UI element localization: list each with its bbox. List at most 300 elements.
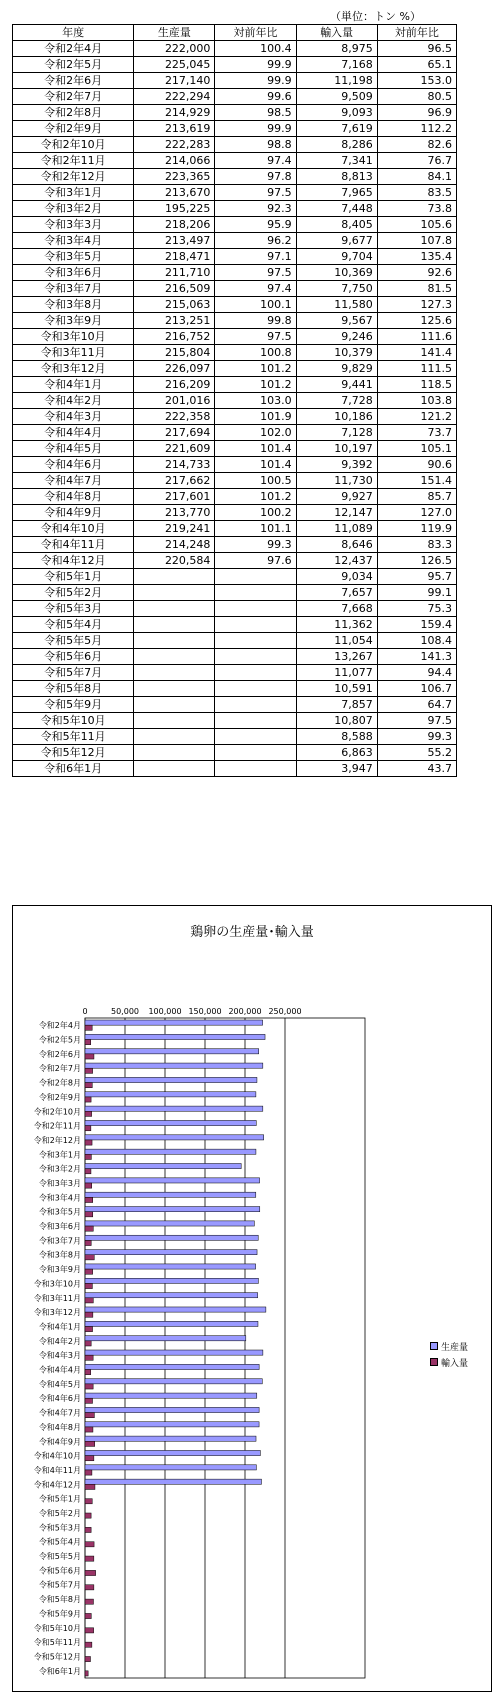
cell-production: [134, 697, 215, 713]
table-row: [13, 57, 457, 73]
bar-import: [85, 1384, 93, 1389]
table-row: [13, 553, 457, 569]
bar-import: [85, 1140, 92, 1145]
cell-period: 令和4年1月: [13, 377, 134, 393]
y-tick-label: 令和5年6月: [38, 1566, 81, 1576]
cell-period: 令和2年11月: [13, 153, 134, 169]
bar-import: [85, 1642, 92, 1647]
cell-import: 9,829: [296, 361, 377, 377]
cell-production: 214,733: [134, 457, 215, 473]
table-row: [13, 105, 457, 121]
header-production-yoy: 対前年比: [215, 25, 296, 41]
cell-import-yoy: 112.2: [377, 121, 456, 137]
cell-production-yoy: 97.4: [215, 153, 296, 169]
cell-production: 226,097: [134, 361, 215, 377]
cell-import: 9,704: [296, 249, 377, 265]
cell-period: 令和2年5月: [13, 57, 134, 73]
cell-import-yoy: 108.4: [377, 633, 456, 649]
cell-production-yoy: 100.2: [215, 505, 296, 521]
table-row: [13, 537, 457, 553]
cell-production-yoy: 98.8: [215, 137, 296, 153]
bar-import: [85, 1556, 94, 1561]
cell-period: 令和5年6月: [13, 649, 134, 665]
cell-production-yoy: [215, 745, 296, 761]
cell-production: 218,471: [134, 249, 215, 265]
cell-production: 222,283: [134, 137, 215, 153]
chart-legend: [430, 1338, 468, 1370]
cell-period: 令和3年11月: [13, 345, 134, 361]
bar-production: [85, 1192, 256, 1197]
cell-import-yoy: 43.7: [377, 761, 456, 777]
bar-production: [85, 1264, 256, 1269]
bar-chart: [13, 906, 491, 1691]
bar-production: [85, 1221, 254, 1226]
cell-production-yoy: [215, 649, 296, 665]
cell-import: 8,588: [296, 729, 377, 745]
y-tick-label: 令和2年4月: [38, 1021, 81, 1031]
bar-import: [85, 1370, 91, 1375]
cell-production: 213,670: [134, 185, 215, 201]
y-tick-label: 令和4年9月: [38, 1437, 81, 1447]
bar-import: [85, 1484, 95, 1489]
cell-import-yoy: 103.8: [377, 393, 456, 409]
y-tick-label: 令和3年11月: [33, 1293, 81, 1303]
cell-import-yoy: 55.2: [377, 745, 456, 761]
cell-production: 216,752: [134, 329, 215, 345]
y-tick-label: 令和5年12月: [33, 1652, 81, 1662]
table-row: [13, 569, 457, 585]
cell-production-yoy: 97.1: [215, 249, 296, 265]
y-tick-label: 令和2年5月: [38, 1035, 81, 1045]
table-row: [13, 505, 457, 521]
table-row: [13, 425, 457, 441]
cell-period: 令和3年7月: [13, 281, 134, 297]
y-tick-label: 令和4年8月: [38, 1422, 81, 1432]
cell-import-yoy: 76.7: [377, 153, 456, 169]
cell-production: 222,000: [134, 41, 215, 57]
cell-period: 令和4年9月: [13, 505, 134, 521]
cell-production-yoy: [215, 729, 296, 745]
y-tick-label: 令和3年2月: [38, 1164, 81, 1174]
bar-import: [85, 1111, 92, 1116]
cell-import: 9,093: [296, 105, 377, 121]
x-tick-label: 200,000: [228, 1007, 262, 1016]
cell-period: 令和5年2月: [13, 585, 134, 601]
cell-import-yoy: 97.5: [377, 713, 456, 729]
cell-import-yoy: 105.1: [377, 441, 456, 457]
cell-import-yoy: 107.8: [377, 233, 456, 249]
bar-production: [85, 1407, 259, 1412]
cell-period: 令和3年9月: [13, 313, 134, 329]
table-row: [13, 217, 457, 233]
bar-production: [85, 1450, 260, 1455]
cell-import: 11,198: [296, 73, 377, 89]
cell-import-yoy: 95.7: [377, 569, 456, 585]
cell-production: [134, 569, 215, 585]
table-row: [13, 681, 457, 697]
y-tick-label: 令和2年7月: [38, 1064, 81, 1074]
cell-production: 217,601: [134, 489, 215, 505]
cell-production-yoy: 95.9: [215, 217, 296, 233]
plot-area: [85, 1018, 365, 1678]
bar-import: [85, 1456, 94, 1461]
cell-period: 令和2年8月: [13, 105, 134, 121]
cell-import: 7,341: [296, 153, 377, 169]
y-tick-label: 令和5年10月: [33, 1623, 81, 1633]
chart-panel: [12, 905, 492, 1692]
table-row: [13, 121, 457, 137]
table-row: [13, 345, 457, 361]
bar-import: [85, 1441, 95, 1446]
cell-import-yoy: 126.5: [377, 553, 456, 569]
cell-production: 211,710: [134, 265, 215, 281]
header-production: 生産量: [134, 25, 215, 41]
cell-production-yoy: 98.5: [215, 105, 296, 121]
cell-period: 令和5年5月: [13, 633, 134, 649]
cell-import-yoy: 119.9: [377, 521, 456, 537]
legend-label-import: 輸入量: [441, 1358, 469, 1369]
table-row: [13, 137, 457, 153]
bar-import: [85, 1326, 93, 1331]
cell-production: 215,804: [134, 345, 215, 361]
table-row: [13, 281, 457, 297]
cell-import-yoy: 96.9: [377, 105, 456, 121]
cell-import: 13,267: [296, 649, 377, 665]
bar-production: [85, 1393, 257, 1398]
table-row: [13, 169, 457, 185]
cell-import-yoy: 125.6: [377, 313, 456, 329]
cell-period: 令和4年7月: [13, 473, 134, 489]
cell-production-yoy: [215, 665, 296, 681]
bar-production: [85, 1293, 258, 1298]
cell-import-yoy: 73.8: [377, 201, 456, 217]
y-tick-label: 令和3年4月: [38, 1193, 81, 1203]
bar-production: [85, 1049, 259, 1054]
cell-import: 7,657: [296, 585, 377, 601]
chart-title: 鶏卵の生産量･輸入量: [190, 925, 314, 940]
cell-production: 213,497: [134, 233, 215, 249]
cell-import-yoy: 121.2: [377, 409, 456, 425]
cell-import: 12,437: [296, 553, 377, 569]
cell-import: 11,580: [296, 297, 377, 313]
cell-production: [134, 761, 215, 777]
cell-production: 217,662: [134, 473, 215, 489]
y-tick-label: 令和4年6月: [38, 1394, 81, 1404]
cell-production: [134, 665, 215, 681]
cell-period: 令和3年10月: [13, 329, 134, 345]
table-row: [13, 185, 457, 201]
cell-import: 10,591: [296, 681, 377, 697]
table-row: [13, 377, 457, 393]
cell-import-yoy: 141.4: [377, 345, 456, 361]
y-tick-label: 令和5年3月: [38, 1523, 81, 1533]
cell-period: 令和3年12月: [13, 361, 134, 377]
bar-production: [85, 1379, 262, 1384]
cell-production: [134, 713, 215, 729]
y-tick-label: 令和3年5月: [38, 1207, 81, 1217]
y-tick-label: 令和4年10月: [33, 1451, 81, 1461]
table-row: [13, 313, 457, 329]
cell-production-yoy: 97.4: [215, 281, 296, 297]
cell-import: 3,947: [296, 761, 377, 777]
cell-import: 9,246: [296, 329, 377, 345]
cell-period: 令和2年9月: [13, 121, 134, 137]
cell-production-yoy: 99.9: [215, 121, 296, 137]
y-tick-label: 令和4年11月: [33, 1465, 81, 1475]
table-row: [13, 393, 457, 409]
cell-import-yoy: 159.4: [377, 617, 456, 633]
cell-period: 令和5年12月: [13, 745, 134, 761]
table-row: [13, 457, 457, 473]
cell-import: 9,392: [296, 457, 377, 473]
bar-production: [85, 1135, 264, 1140]
cell-period: 令和2年12月: [13, 169, 134, 185]
cell-import: 7,750: [296, 281, 377, 297]
cell-production-yoy: 99.9: [215, 73, 296, 89]
table-row: [13, 89, 457, 105]
cell-production-yoy: 99.9: [215, 57, 296, 73]
y-tick-label: 令和3年7月: [38, 1236, 81, 1246]
bar-production: [85, 1436, 256, 1441]
table-row: [13, 697, 457, 713]
y-tick-label: 令和6年1月: [38, 1666, 81, 1676]
y-tick-label: 令和2年11月: [33, 1121, 81, 1131]
y-tick-label: 令和4年1月: [38, 1322, 81, 1332]
bar-import: [85, 1656, 90, 1661]
cell-production: [134, 681, 215, 697]
cell-import: 9,034: [296, 569, 377, 585]
cell-import-yoy: 65.1: [377, 57, 456, 73]
cell-import: 8,975: [296, 41, 377, 57]
y-tick-label: 令和5年8月: [38, 1595, 81, 1605]
y-tick-label: 令和4年7月: [38, 1408, 81, 1418]
bar-import: [85, 1283, 92, 1288]
bar-import: [85, 1542, 94, 1547]
y-tick-label: 令和5年5月: [38, 1552, 81, 1562]
cell-production-yoy: 101.2: [215, 361, 296, 377]
cell-import-yoy: 135.4: [377, 249, 456, 265]
cell-production-yoy: [215, 761, 296, 777]
cell-import-yoy: 75.3: [377, 601, 456, 617]
bar-import: [85, 1427, 93, 1432]
bar-production: [85, 1034, 265, 1039]
cell-import-yoy: 99.3: [377, 729, 456, 745]
bar-import: [85, 1025, 92, 1030]
table-row: [13, 585, 457, 601]
table-row: [13, 745, 457, 761]
x-tick-label: 0: [82, 1007, 88, 1016]
cell-import: 8,405: [296, 217, 377, 233]
x-tick-label: 50,000: [111, 1007, 139, 1016]
cell-production: [134, 617, 215, 633]
data-table: [12, 24, 457, 777]
cell-period: 令和2年6月: [13, 73, 134, 89]
table-row: [13, 73, 457, 89]
cell-import: 9,509: [296, 89, 377, 105]
cell-production: 221,609: [134, 441, 215, 457]
cell-import-yoy: 127.0: [377, 505, 456, 521]
cell-production-yoy: [215, 697, 296, 713]
bar-production: [85, 1020, 263, 1025]
table-row: [13, 249, 457, 265]
cell-import: 7,448: [296, 201, 377, 217]
cell-import-yoy: 85.7: [377, 489, 456, 505]
bar-production: [85, 1336, 246, 1341]
cell-period: 令和3年4月: [13, 233, 134, 249]
cell-production: 220,584: [134, 553, 215, 569]
cell-import: 7,965: [296, 185, 377, 201]
cell-production: 214,066: [134, 153, 215, 169]
cell-production: [134, 649, 215, 665]
cell-period: 令和3年6月: [13, 265, 134, 281]
bar-production: [85, 1479, 261, 1484]
cell-production: 214,248: [134, 537, 215, 553]
bar-import: [85, 1255, 94, 1260]
table-row: [13, 761, 457, 777]
cell-import-yoy: 80.5: [377, 89, 456, 105]
bar-import: [85, 1097, 91, 1102]
bar-production: [85, 1235, 258, 1240]
y-tick-label: 令和3年3月: [38, 1179, 81, 1188]
bar-import: [85, 1226, 93, 1231]
legend-item-import: [430, 1354, 468, 1370]
cell-period: 令和3年5月: [13, 249, 134, 265]
bar-production: [85, 1422, 259, 1427]
cell-import-yoy: 105.6: [377, 217, 456, 233]
table-row: [13, 409, 457, 425]
bar-import: [85, 1054, 94, 1059]
cell-import: 9,567: [296, 313, 377, 329]
cell-import-yoy: 111.5: [377, 361, 456, 377]
cell-production-yoy: [215, 681, 296, 697]
cell-production: [134, 633, 215, 649]
cell-import: 10,197: [296, 441, 377, 457]
bar-import: [85, 1355, 93, 1360]
bar-import: [85, 1413, 94, 1418]
cell-production: 216,509: [134, 281, 215, 297]
bar-import: [85, 1513, 91, 1518]
y-tick-label: 令和4年5月: [38, 1379, 81, 1389]
y-tick-label: 令和5年11月: [33, 1638, 81, 1648]
cell-production-yoy: 99.8: [215, 313, 296, 329]
x-tick-label: 250,000: [268, 1007, 302, 1016]
y-tick-label: 令和4年3月: [38, 1351, 81, 1361]
cell-import-yoy: 81.5: [377, 281, 456, 297]
cell-production: 219,241: [134, 521, 215, 537]
table-row: [13, 265, 457, 281]
cell-production: [134, 601, 215, 617]
cell-production: 216,209: [134, 377, 215, 393]
cell-production-yoy: 103.0: [215, 393, 296, 409]
cell-production-yoy: [215, 617, 296, 633]
cell-production: 223,365: [134, 169, 215, 185]
cell-production-yoy: 101.9: [215, 409, 296, 425]
cell-production: 195,225: [134, 201, 215, 217]
bar-production: [85, 1063, 263, 1068]
cell-production: 213,251: [134, 313, 215, 329]
bar-import: [85, 1628, 94, 1633]
cell-import-yoy: 127.3: [377, 297, 456, 313]
cell-import-yoy: 90.6: [377, 457, 456, 473]
cell-period: 令和4年10月: [13, 521, 134, 537]
cell-production: 217,694: [134, 425, 215, 441]
cell-production-yoy: 100.1: [215, 297, 296, 313]
cell-period: 令和4年11月: [13, 537, 134, 553]
cell-import: 8,813: [296, 169, 377, 185]
table-row: [13, 153, 457, 169]
y-tick-label: 令和4年12月: [33, 1480, 81, 1490]
bar-import: [85, 1197, 93, 1202]
cell-import: 11,077: [296, 665, 377, 681]
cell-import: 7,128: [296, 425, 377, 441]
cell-period: 令和4年8月: [13, 489, 134, 505]
legend-label-production: 生産量: [441, 1342, 469, 1353]
cell-period: 令和4年12月: [13, 553, 134, 569]
cell-import-yoy: 92.6: [377, 265, 456, 281]
cell-production-yoy: [215, 569, 296, 585]
cell-import: 10,186: [296, 409, 377, 425]
cell-production: [134, 745, 215, 761]
y-tick-label: 令和2年12月: [33, 1135, 81, 1145]
bar-import: [85, 1599, 93, 1604]
cell-production-yoy: 102.0: [215, 425, 296, 441]
header-period: 年度: [13, 25, 134, 41]
cell-period: 令和3年8月: [13, 297, 134, 313]
cell-import-yoy: 151.4: [377, 473, 456, 489]
cell-import-yoy: 153.0: [377, 73, 456, 89]
header-import-yoy: 対前年比: [377, 25, 456, 41]
cell-production-yoy: 97.8: [215, 169, 296, 185]
cell-production-yoy: 97.5: [215, 185, 296, 201]
cell-period: 令和2年7月: [13, 89, 134, 105]
bar-import: [85, 1341, 91, 1346]
table-row: [13, 329, 457, 345]
cell-import: 11,054: [296, 633, 377, 649]
cell-import: 8,286: [296, 137, 377, 153]
cell-import-yoy: 84.1: [377, 169, 456, 185]
cell-period: 令和5年10月: [13, 713, 134, 729]
cell-period: 令和5年7月: [13, 665, 134, 681]
bar-production: [85, 1321, 258, 1326]
cell-production-yoy: [215, 601, 296, 617]
legend-swatch-production: [430, 1342, 438, 1350]
cell-production-yoy: 97.5: [215, 265, 296, 281]
cell-import-yoy: 99.1: [377, 585, 456, 601]
bar-import: [85, 1298, 93, 1303]
cell-period: 令和2年4月: [13, 41, 134, 57]
table-row: [13, 713, 457, 729]
y-tick-label: 令和3年9月: [38, 1265, 81, 1275]
bar-production: [85, 1077, 257, 1082]
cell-production-yoy: 92.3: [215, 201, 296, 217]
cell-import-yoy: 82.6: [377, 137, 456, 153]
bar-production: [85, 1092, 256, 1097]
bar-import: [85, 1570, 96, 1575]
cell-period: 令和4年2月: [13, 393, 134, 409]
cell-production-yoy: 101.1: [215, 521, 296, 537]
cell-period: 令和4年6月: [13, 457, 134, 473]
cell-period: 令和4年3月: [13, 409, 134, 425]
cell-period: 令和3年3月: [13, 217, 134, 233]
cell-production-yoy: 101.2: [215, 377, 296, 393]
table-row: [13, 361, 457, 377]
cell-import: 7,668: [296, 601, 377, 617]
table-row: [13, 633, 457, 649]
cell-production: [134, 585, 215, 601]
cell-production-yoy: 100.8: [215, 345, 296, 361]
cell-production: [134, 729, 215, 745]
bar-production: [85, 1278, 258, 1283]
